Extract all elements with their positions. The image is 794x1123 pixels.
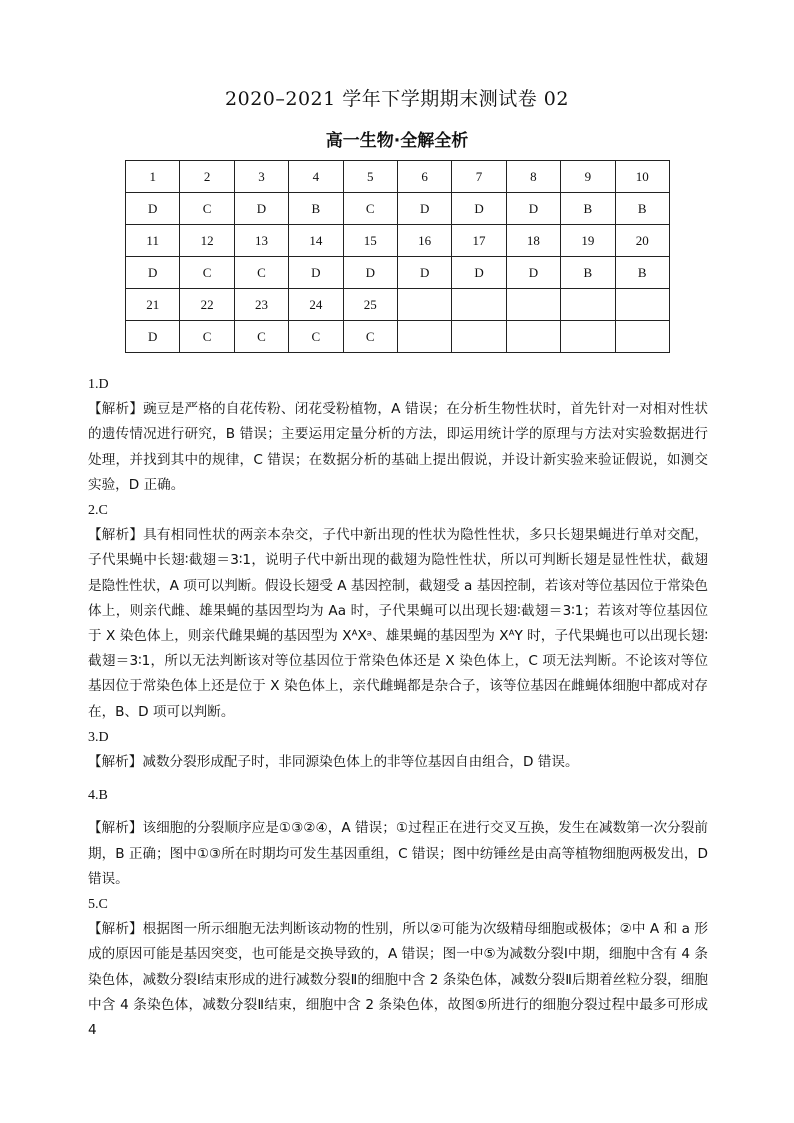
answer-cell: C [343,321,397,353]
answer-cell: C [234,321,288,353]
question-number-cell: 2 [180,161,234,193]
answer-cell: D [506,193,560,225]
question-id-1: 1.D [88,377,109,392]
answer-cell: D [289,257,343,289]
answer-cell: B [615,257,669,289]
answer-cell: D [452,193,506,225]
answer-cell: D [397,257,451,289]
answer-table-row [126,225,670,257]
question-id-3: 3.D [88,729,109,745]
question-number-cell: 5 [343,161,397,193]
question-number-cell: 17 [452,225,506,257]
question-number-cell: 12 [180,225,234,257]
question-id-5: 5.C [88,897,108,913]
question-number-cell [397,289,451,321]
question-id-4: 4.B [88,788,108,804]
question-number-cell [561,289,615,321]
answer-cell [615,321,669,353]
explanations [88,372,708,1043]
question-number-cell: 22 [180,289,234,321]
question-number-cell: 14 [289,225,343,257]
answer-cell [397,321,451,353]
answer-cell: C [180,193,234,225]
question-number-cell: 21 [126,289,180,321]
answer-table-row [126,289,670,321]
answer-cell: C [343,193,397,225]
answer-cell: C [234,257,288,289]
explanation-5: 【解析】根据图一所示细胞无法判断该动物的性别，所以②可能为次级精母细胞或极体；②中 A 和 a 形成的原因可能是基因突变，也可能是交换导致的，A 错误；图一中⑤为减数分裂Ⅰ中期，细胞中含有 4 条染色体，减数分裂Ⅰ结束形成的进行减数分裂Ⅱ的细胞中含 2 条染色体，减数分裂Ⅱ后期着丝粒分裂，细胞中含 4 条染色体，减数分裂Ⅱ结束，细胞中含 2 条染色体，故图⑤所进行的细胞分裂过程中最多可形成 4 [88,921,708,1039]
answer-cell: D [506,257,560,289]
page-subtitle: 高一生物·全解全析 [325,131,469,151]
question-number-cell: 16 [397,225,451,257]
page-title: 2020–2021 学年下学期期末测试卷 02 [225,88,569,110]
question-number-cell: 18 [506,225,560,257]
answer-cell [506,321,560,353]
question-number-cell: 9 [561,161,615,193]
answer-cell: D [343,257,397,289]
question-number-cell: 20 [615,225,669,257]
answer-cell: B [615,193,669,225]
question-number-cell: 1 [126,161,180,193]
answer-cell [452,321,506,353]
answer-cell: D [234,193,288,225]
answer-cell: C [180,321,234,353]
answer-cell: D [452,257,506,289]
answer-table-row [126,193,670,225]
explanation-3: 【解析】减数分裂形成配子时，非同源染色体上的非等位基因自由组合，D 错误。 [88,754,579,771]
question-number-cell [506,289,560,321]
question-number-cell [452,289,506,321]
answer-cell: B [561,193,615,225]
answer-cell: C [180,257,234,289]
question-number-cell: 11 [126,225,180,257]
answer-cell: D [126,257,180,289]
question-number-cell: 8 [506,161,560,193]
question-number-cell: 6 [397,161,451,193]
question-number-cell: 19 [561,225,615,257]
question-number-cell: 3 [234,161,288,193]
answer-cell: D [126,321,180,353]
answer-cell: D [397,193,451,225]
answer-table-row [126,321,670,353]
explanation-2: 【解析】具有相同性状的两亲本杂交，子代中新出现的性状为隐性性状，多只长翅果蝇进行单对交配，子代果蝇中长翅∶截翅＝3∶1，说明子代中新出现的截翅为隐性性状，所以可判断长翅是显性性状，截翅是隐性性状，A 项可以判断。假设长翅受 A 基因控制，截翅受 a 基因控制，若该对等位基因位于常染色体上，则亲代雌、雄果蝇的基因型均为 Aa 时，子代果蝇可以出现长翅∶截翅＝3∶1；若该对等位基因位于 X 染色体上，则亲代雌果蝇的基因型为 XᴬXᵃ、雄果蝇的基因型为 XᴬY 时，子代果蝇也可以出现长翅∶截翅＝3∶1，所以无法判断该对等位基因位于常染色体还是 X 染色体上，C 项无法判断。不论该对等位基因位于常染色体上还是位于 X 染色体上，亲代雌蝇都是杂合子，该等位基因在雌蝇体细胞中都成对存在，B、D 项可以判断。 [88,527,709,720]
answer-cell: B [561,257,615,289]
answer-cell: B [289,193,343,225]
answer-cell: D [126,193,180,225]
answer-table [125,160,670,353]
question-number-cell: 25 [343,289,397,321]
question-number-cell: 4 [289,161,343,193]
question-number-cell: 15 [343,225,397,257]
question-number-cell: 7 [452,161,506,193]
question-number-cell [615,289,669,321]
question-id-2: 2.C [88,503,108,519]
answer-table-row [126,161,670,193]
question-number-cell: 23 [234,289,288,321]
answer-cell: C [289,321,343,353]
answer-table-row [126,257,670,289]
answer-cell [561,321,615,353]
question-number-cell: 24 [289,289,343,321]
question-number-cell: 13 [234,225,288,257]
explanation-4: 【解析】该细胞的分裂顺序应是①③②④，A 错误；①过程正在进行交叉互换，发生在减数第一次分裂前期，B 正确；图中①③所在时期均可发生基因重组，C 错误；图中纺锤丝是由高等植物细胞两极发出，D 错误。 [88,820,708,887]
question-number-cell: 10 [615,161,669,193]
explanation-1: 【解析】豌豆是严格的自花传粉、闭花受粉植物，A 错误；在分析生物性状时，首先针对一对相对性状的遗传情况进行研究，B 错误；主要运用定量分析的方法，即运用统计学的原理与方法对实验数据进行处理，并找到其中的规律，C 错误；在数据分析的基础上提出假说，并设计新实验来验证假说，如测交实验，D 正确。 [88,401,708,493]
